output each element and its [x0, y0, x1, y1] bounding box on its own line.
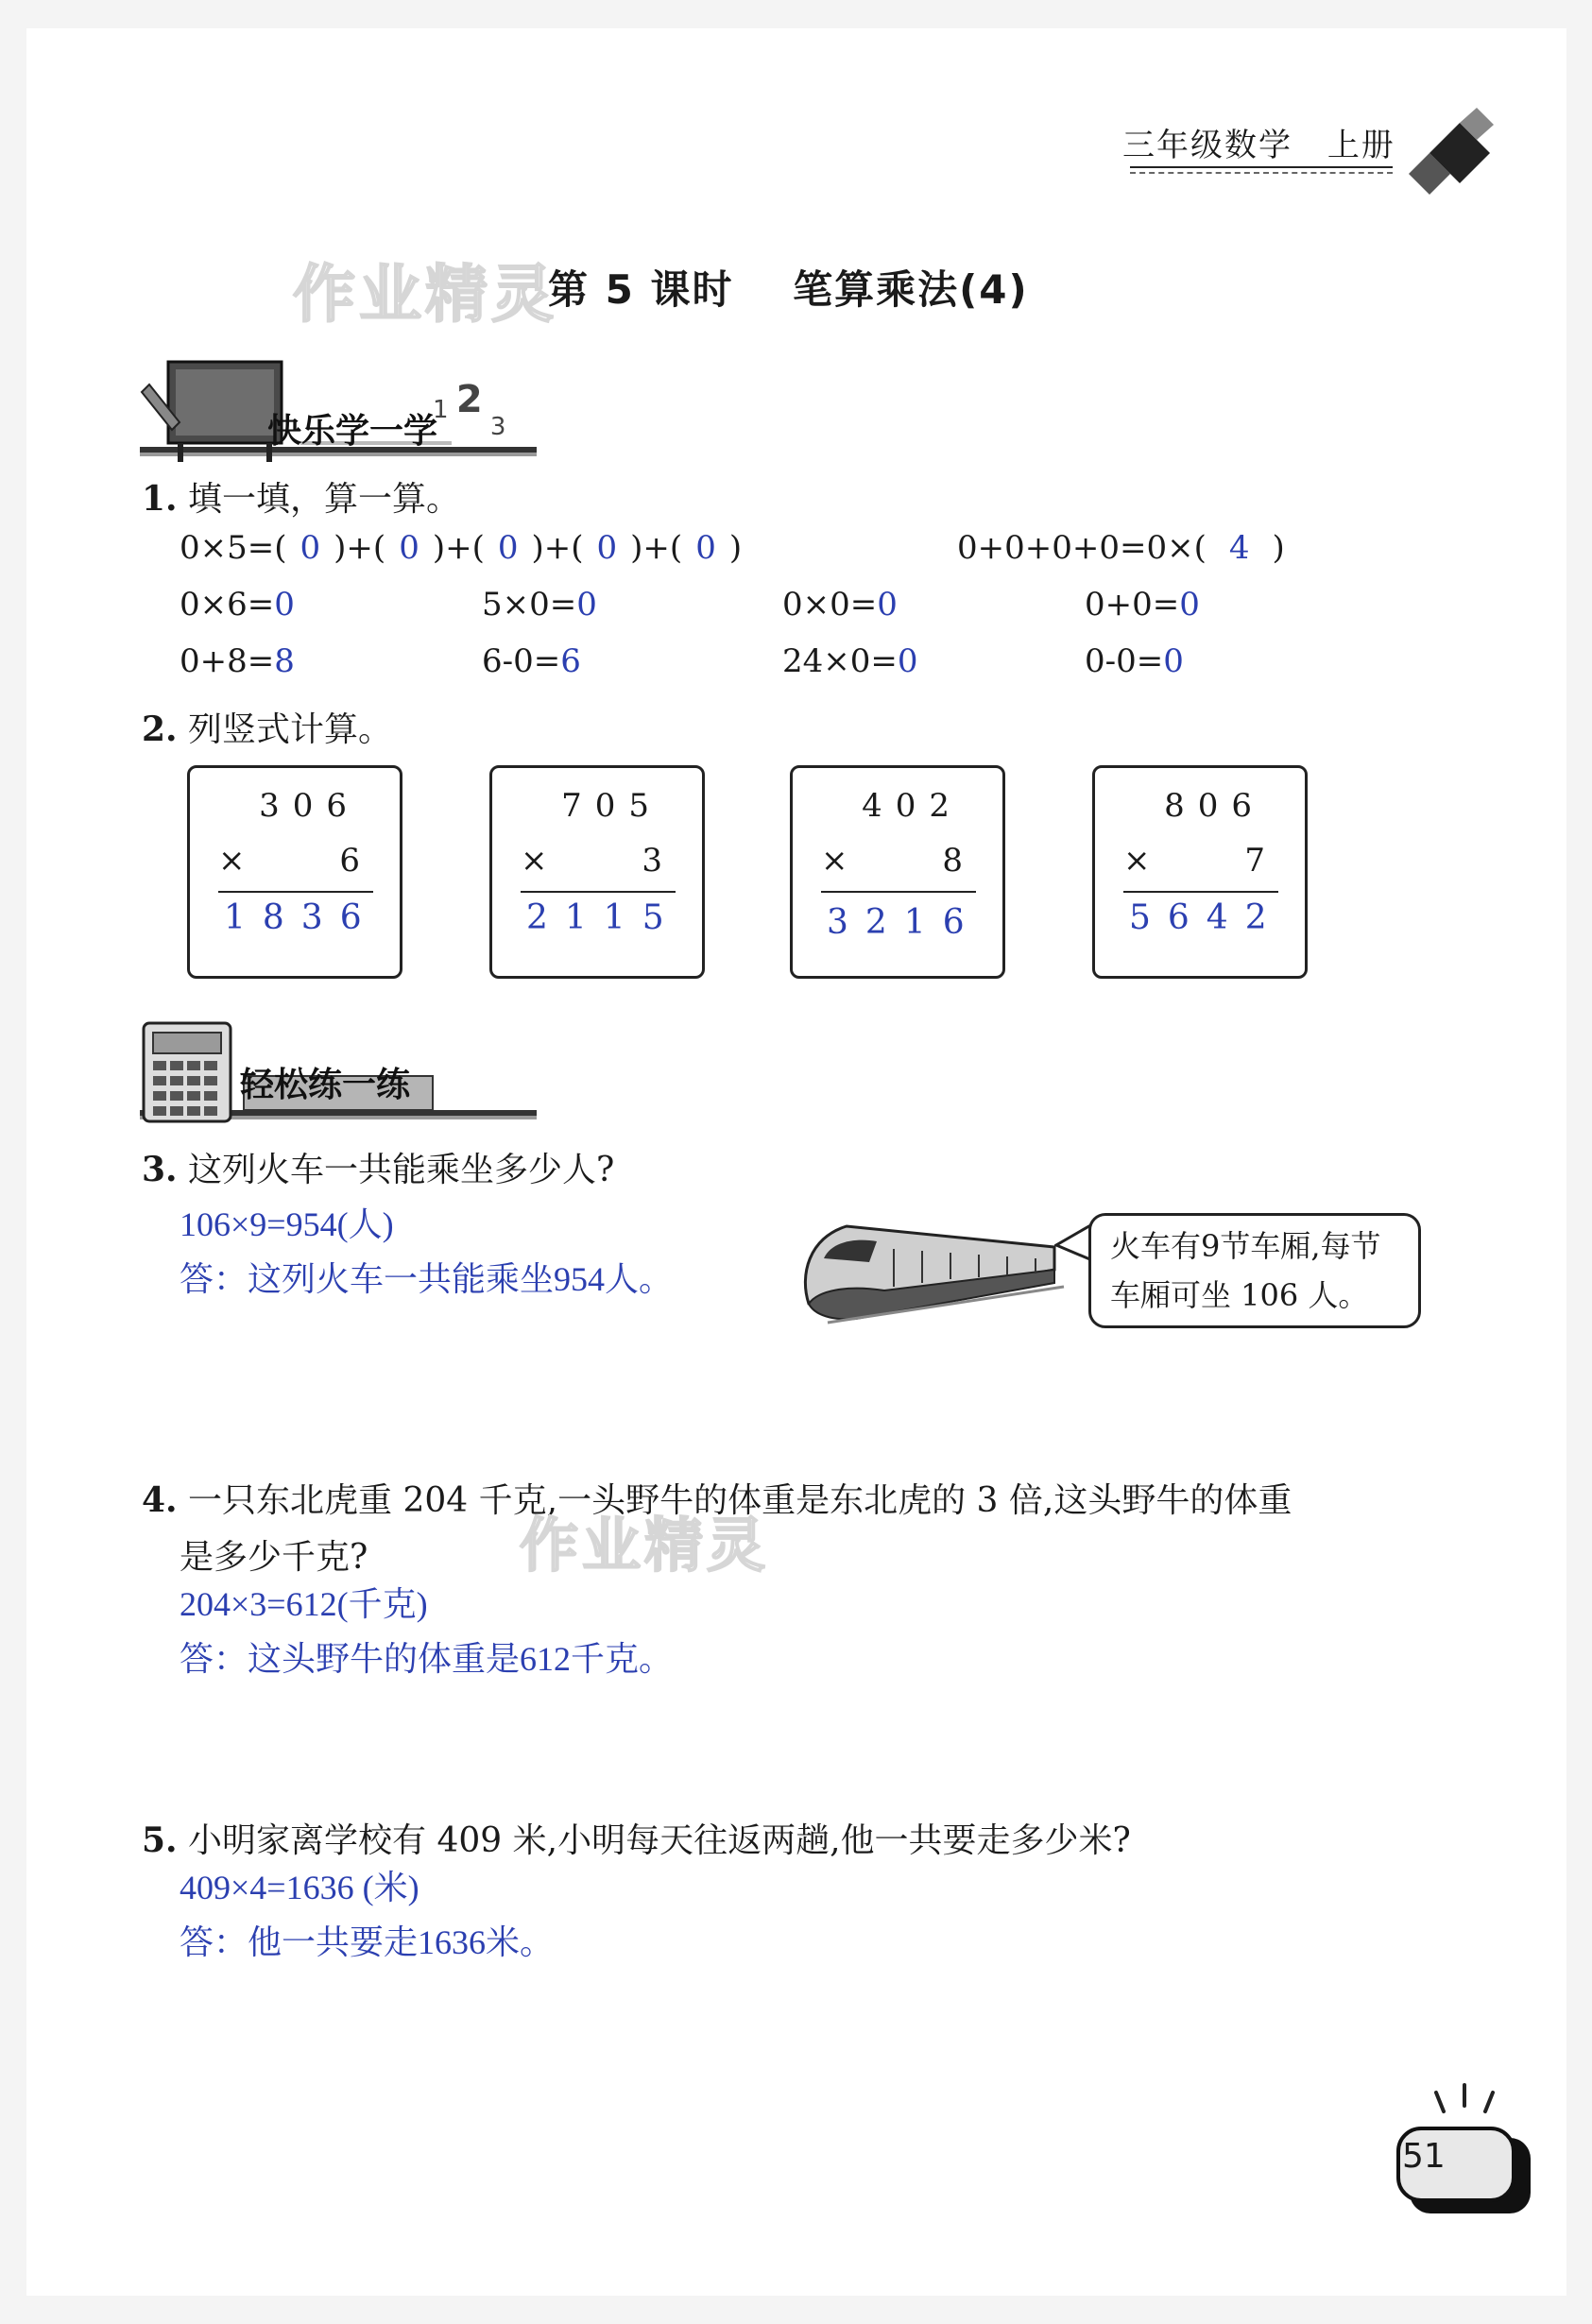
- watermark-middle: 作业精灵: [520, 1511, 770, 1580]
- q1-item-expr: 24×0=: [782, 642, 898, 680]
- multiplier: 6: [339, 842, 360, 880]
- question-4-answer: 答：这头野牛的体重是612千克。: [180, 1640, 674, 1678]
- speech-bubble-tail: [1054, 1221, 1092, 1268]
- book-title: 三年级数学: [1122, 127, 1292, 164]
- book-volume: 上册: [1327, 127, 1395, 164]
- multiplicand: 306: [259, 787, 360, 825]
- q1-item-expr: 6-0=: [482, 642, 561, 680]
- times-sign: ×: [218, 842, 246, 880]
- q1-equation-2: [957, 529, 1285, 567]
- q1-item-expr: 0+0=: [1085, 586, 1180, 624]
- q1-equation-1: [180, 529, 742, 567]
- question-5-answer: 答：他一共要走1636米。: [180, 1923, 555, 1961]
- question-4-number: 4.: [142, 1480, 178, 1520]
- header-underline: [1130, 166, 1393, 168]
- section-title-learn: 快乐学一学: [267, 412, 438, 451]
- diamond-decoration-icon: [1401, 108, 1505, 202]
- times-sign: ×: [821, 842, 848, 880]
- question-5-work: 409×4=1636 (米): [180, 1869, 419, 1906]
- eq1-part: )+(: [531, 529, 584, 567]
- q1-item-expr: 0-0=: [1085, 642, 1164, 680]
- q1-item: [180, 642, 295, 680]
- product: 3216: [827, 903, 982, 942]
- q1-item-answer: 0: [1163, 642, 1184, 680]
- eq1-answer: 0: [596, 529, 618, 567]
- question-3-answer: 答：这列火车一共能乘坐954人。: [180, 1260, 674, 1298]
- question-2-number: 2.: [142, 709, 178, 749]
- question-4-work: 204×3=612(千克): [180, 1585, 428, 1623]
- q1-item-answer: 0: [877, 586, 898, 624]
- eq2-right: ): [1272, 529, 1285, 567]
- question-5-prompt: 小明家离学校有 409 米,小明每天往返两趟,他一共要走多少米?: [188, 1821, 1131, 1860]
- eq1-answer: 0: [300, 529, 321, 567]
- question-4-prompt-line-1: 一只东北虎重 204 千克,一头野牛的体重是东北虎的 3 倍,这头野牛的体重: [188, 1481, 1292, 1520]
- question-4-prompt-line-2: 是多少千克?: [180, 1538, 368, 1577]
- vertical-calc-box: [790, 765, 1005, 979]
- eq1-answer: 0: [399, 529, 419, 567]
- digit-3: 3: [489, 413, 506, 441]
- multiplicand: 402: [862, 787, 963, 825]
- question-3: [142, 1143, 614, 1191]
- multiplier: 8: [942, 842, 963, 880]
- question-5-number: 5.: [142, 1820, 178, 1860]
- vertical-calc-box: [489, 765, 705, 979]
- digit-1: 1: [433, 396, 449, 424]
- header-dashline: [1130, 172, 1393, 174]
- watermark-top: 作业精灵: [293, 258, 557, 331]
- bubble-line-2: 车厢可坐 106 人。: [1110, 1277, 1369, 1313]
- eq1-answer: 0: [695, 529, 716, 567]
- eq1-part: ): [728, 529, 743, 567]
- eq1-part: )+(: [432, 529, 485, 567]
- eq2-answer: 4: [1228, 529, 1250, 567]
- q1-item-expr: 0+8=: [180, 642, 275, 680]
- question-3-prompt: 这列火车一共能乘坐多少人?: [188, 1151, 615, 1189]
- product: 5642: [1129, 898, 1284, 937]
- eq1-answer: 0: [497, 529, 519, 567]
- q1-item-expr: 5×0=: [482, 586, 577, 624]
- lesson-name: 笔算乘法(4): [793, 266, 1029, 313]
- question-2: [142, 703, 392, 751]
- eq1-part: 0×5=(: [180, 529, 287, 567]
- lesson-number: 第 5 课时: [548, 266, 734, 313]
- q1-item-expr: 0×0=: [782, 586, 878, 624]
- question-5: [142, 1814, 1131, 1862]
- multiplier: 3: [642, 842, 662, 880]
- question-1-number: 1.: [142, 479, 178, 519]
- lesson-title: [548, 259, 1029, 316]
- q1-item-answer: 0: [576, 586, 597, 624]
- q1-item: [1085, 642, 1184, 680]
- section-digits: [433, 378, 506, 441]
- question-1-prompt: 填一填，算一算。: [188, 480, 461, 519]
- workbook-page: [26, 28, 1566, 2296]
- question-1: [142, 472, 460, 521]
- multiplicand: 705: [561, 787, 662, 825]
- calc-bar: [521, 891, 676, 893]
- page-number: 51: [1402, 2137, 1446, 2176]
- vertical-calc-box: [1092, 765, 1308, 979]
- eq2-left: 0+0+0+0=0×(: [957, 529, 1207, 567]
- eq1-part: )+(: [334, 529, 386, 567]
- q1-item: [782, 642, 918, 680]
- bubble-line-1: 火车有9节车厢,每节: [1110, 1228, 1381, 1264]
- product: 1836: [224, 898, 379, 937]
- times-sign: ×: [521, 842, 548, 880]
- q1-item: [1085, 586, 1200, 624]
- calc-bar: [218, 891, 373, 893]
- q1-item-answer: 8: [274, 642, 295, 680]
- q1-item: [482, 642, 581, 680]
- train-info-bubble: [1088, 1213, 1421, 1328]
- calc-bar: [1123, 891, 1278, 893]
- q1-item: [782, 586, 898, 624]
- train-icon: [790, 1200, 1073, 1332]
- q1-item-answer: 0: [897, 642, 918, 680]
- product: 2115: [526, 898, 681, 937]
- header-book-title: [1122, 119, 1395, 165]
- multiplier: 7: [1244, 842, 1265, 880]
- vertical-calc-box: [187, 765, 402, 979]
- calc-bar: [821, 891, 976, 893]
- q1-item: [482, 586, 597, 624]
- q1-item-answer: 0: [1179, 586, 1200, 624]
- question-3-number: 3.: [142, 1150, 178, 1189]
- q1-item-answer: 6: [560, 642, 581, 680]
- digit-2: 2: [455, 378, 483, 421]
- q1-item-expr: 0×6=: [180, 586, 275, 624]
- times-sign: ×: [1123, 842, 1151, 880]
- section-title-practice: 轻松练一练: [240, 1066, 411, 1104]
- q1-item-answer: 0: [274, 586, 295, 624]
- eq1-part: )+(: [630, 529, 683, 567]
- multiplicand: 806: [1164, 787, 1265, 825]
- question-3-work: 106×9=954(人): [180, 1205, 394, 1243]
- question-2-prompt: 列竖式计算。: [188, 710, 393, 749]
- q1-item: [180, 586, 295, 624]
